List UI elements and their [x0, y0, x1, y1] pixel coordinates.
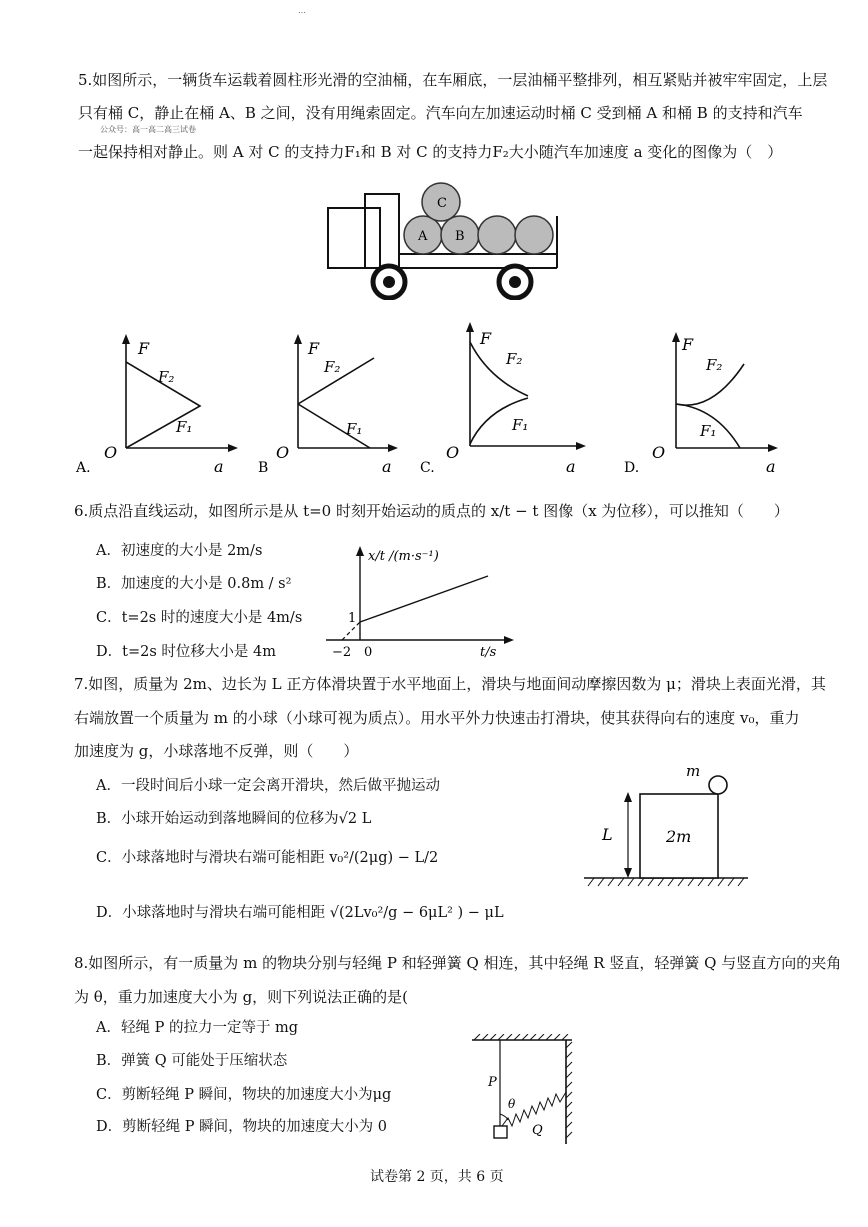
graph-d-f1-label: F₁ [700, 422, 717, 440]
graph-d-f2-label: F₂ [706, 356, 723, 374]
graph-b-f1-label: F₁ [346, 420, 363, 438]
graph-b-origin: O [276, 443, 290, 462]
q5-line-2: 只有桶 C，静止在桶 A、B 之间，没有用绳索固定。汽车向左加速运动时桶 C 受到桶 A 和桶 B 的支持和汽车 [78, 104, 803, 122]
q8-angle-label: θ [508, 1097, 516, 1111]
barrel-a-label: A [418, 229, 428, 244]
q8-rope-label: P [488, 1075, 497, 1090]
q7-block-label: 2m [666, 827, 692, 846]
q8-line-1: 8.如图所示，有一质量为 m 的物块分别与轻绳 P 和轻弹簧 Q 相连，其中轻绳 R 竖直，轻弹簧 Q 与竖直方向的夹角 [74, 954, 842, 972]
graph-d-y-label: F [682, 335, 694, 354]
graph-c-origin: O [446, 443, 460, 462]
q5-line-3: 一起保持相对静止。则 A 对 C 的支持力F₁和 B 对 C 的支持力F₂大小随汽车加速度 a 变化的图像为（ ） [78, 143, 783, 161]
q6-option-c: C．t=2s 时的速度大小是 4m/s [96, 610, 303, 626]
graph-c [418, 318, 588, 478]
q8-option-d: D．剪断轻绳 P 瞬间，物块的加速度大小为 0 [96, 1119, 387, 1135]
q7-option-a: A．一段时间后小球一定会离开滑块，然后做平抛运动 [96, 778, 440, 794]
q7-line-1: 7.如图，质量为 2m、边长为 L 正方体滑块置于水平地面上，滑块与地面间动摩擦因数为 μ；滑块上表面光滑，其 [74, 675, 826, 693]
q7-ball-label: m [686, 762, 701, 780]
graph-b-f2-label: F₂ [324, 358, 341, 376]
watermark: 公众号：高一高二高三试卷 [100, 125, 196, 134]
q7-line-3: 加速度为 g，小球落地不反弹，则（ ） [74, 742, 359, 760]
graph-d [620, 330, 790, 478]
graph-b-x-label: a [382, 457, 392, 476]
graph-c-y-label: F [480, 329, 492, 348]
q6-origin: 0 [364, 645, 373, 660]
q8-option-a: A．轻绳 P 的拉力一定等于 mg [96, 1020, 299, 1036]
graph-a-f1-label: F₁ [176, 418, 193, 436]
page-footer: 试卷第 2 页，共 6 页 [370, 1169, 504, 1185]
q8-spring-label: Q [532, 1123, 543, 1138]
graph-d-x-label: a [766, 457, 776, 476]
q7-option-d: D．小球落地时与滑块右端可能相距 √(2Lv₀²/g − 6μL² ) − μL [96, 905, 504, 921]
graph-b [254, 332, 404, 478]
q7-option-c: C．小球落地时与滑块右端可能相距 v₀²/(2μg) − L/2 [96, 850, 439, 866]
graph-d-option: D. [624, 460, 640, 476]
q7-option-b: B．小球开始运动到落地瞬间的位移为√2 L [96, 811, 372, 827]
graph-c-f2-label: F₂ [506, 350, 523, 368]
q6-tick-neg2: −2 [332, 645, 352, 660]
q8-option-c: C．剪断轻绳 P 瞬间，物块的加速度大小为μg [96, 1087, 392, 1103]
graph-a-origin: O [104, 443, 118, 462]
graph-a [72, 332, 242, 478]
q6-x-label: t/s [480, 645, 497, 660]
truck-figure [325, 176, 565, 300]
q6-y-label: x/t /(m·s⁻¹) [368, 549, 439, 564]
graph-b-y-label: F [308, 339, 320, 358]
q6-option-d: D．t=2s 时位移大小是 4m [96, 644, 276, 660]
q6-stem: 6.质点沿直线运动，如图所示是从 t=0 时刻开始运动的质点的 x/t − t 图像（x 为位移），可以推知（ ） [74, 502, 789, 520]
graph-a-y-label: F [138, 339, 150, 358]
graph-a-f2-label: F₂ [158, 368, 175, 386]
q8-line-2: 为 θ，重力加速度大小为 g，则下列说法正确的是( [74, 988, 409, 1006]
q7-block-figure [580, 756, 752, 888]
barrel-b-label: B [455, 229, 465, 244]
q7-line-2: 右端放置一个质量为 m 的小球（小球可视为质点）。用水平外力快速击打滑块，使其获得向右的速度 v₀，重力 [74, 709, 800, 727]
header-mark: … [298, 6, 306, 15]
q5-line-1: 5.如图所示，一辆货车运载着圆柱形光滑的空油桶，在车厢底，一层油桶平整排列，相互紧贴并被牢牢固定，上层 [78, 71, 828, 89]
graph-c-f1-label: F₁ [512, 416, 529, 434]
graph-d-origin: O [652, 443, 666, 462]
q6-option-b: B．加速度的大小是 0.8m / s² [96, 576, 292, 592]
graph-b-option: B [258, 460, 269, 476]
q7-height-label: L [602, 825, 613, 844]
barrel-c-label: C [437, 196, 447, 211]
graph-a-option: A. [76, 460, 91, 476]
q6-option-a: A．初速度的大小是 2m/s [96, 543, 263, 559]
q6-xt-graph [322, 540, 518, 664]
graph-c-x-label: a [566, 457, 576, 476]
q8-spring-figure [468, 1034, 580, 1148]
graph-c-option: C. [420, 460, 435, 476]
q6-tick-1: 1 [348, 611, 357, 626]
graph-a-x-label: a [214, 457, 224, 476]
q8-option-b: B．弹簧 Q 可能处于压缩状态 [96, 1053, 288, 1069]
